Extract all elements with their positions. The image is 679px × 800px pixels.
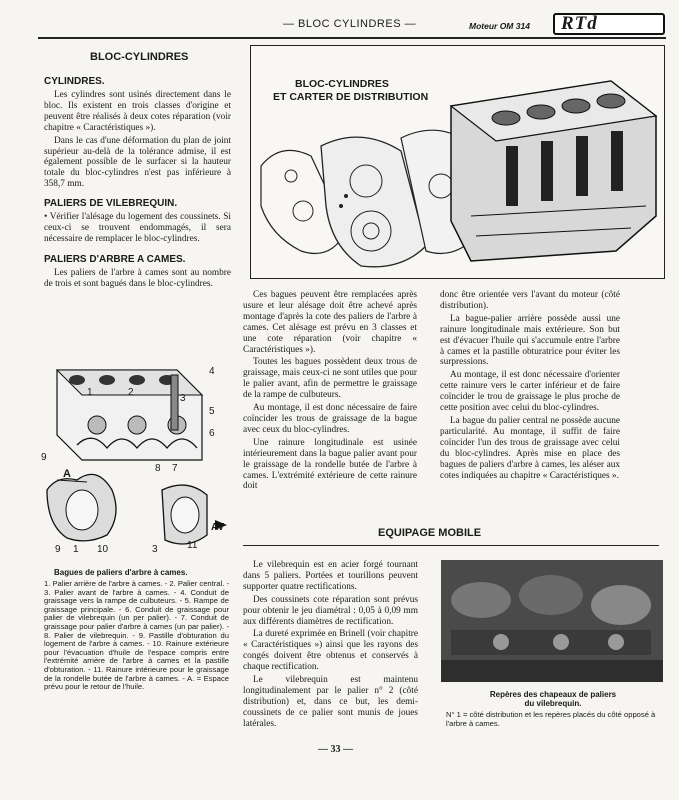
fig2-label-3: 3 [180, 393, 186, 404]
photo-caption-text: N° 1 = côté distribution et les repères placés du côté opposé à l'arbre à cames. [446, 710, 656, 728]
fig2-label-1-bottom: 1 [73, 544, 79, 555]
crankshaft-photo [441, 560, 663, 682]
middle-paragraph-4: Une rainure longitudinale est usinée intérieurement dans la bague palier avant pour le graissage de la rondelle butée de l'arbre à cames. L'extrémité extérieure de cette rainure doit [243, 437, 417, 492]
fig2-label-3-bottom: 3 [152, 544, 158, 555]
header-section: — BLOC CYLINDRES — [283, 18, 417, 30]
header-moteur: Moteur OM 314 [469, 21, 530, 31]
camshaft-bearing-illustration [37, 360, 232, 560]
figure-bloc-cylindres [250, 45, 665, 279]
cylindres-heading: CYLINDRES. [44, 76, 105, 87]
fig2-label-5: 5 [209, 406, 215, 417]
paliers-vilebrequin-paragraph: • Vérifier l'alésage du logement des coussinets. Si ceux-ci se trouvent endommagés, il sera nécessaire de remplacer le bloc-cylindres. [44, 212, 231, 244]
brand-logo [553, 13, 665, 35]
middle-paragraph-2: Toutes les bagues possèdent deux trous de graissage, mais ceux-ci ne sont utiles que pour le palier avant, afin de permettre le graissage de la rampe de culbuteurs. [243, 357, 417, 401]
equipage-rule [243, 545, 659, 546]
cylindres-paragraph-2: Dans le cas d'une déformation du plan de joint supérieur au-delà de la tolérance admise, il est également possible de le surfacer si la hauteur totale du bloc-cylindres n'est pas inférieure à 358,7 mm. [44, 135, 231, 190]
middle-paragraph-1: Ces bagues peuvent être remplacées après usure et leur alésage doit être achevé après montage d'après la cote des paliers de l'arbre à cames. Cet alésage est prévu en 3 classes et une cote réparation (voir chapitre « Caractéristiques »). [243, 290, 417, 355]
fig2-label-9-top: 9 [41, 452, 47, 463]
equipage-paragraph-2: Des coussinets cote réparation sont prévus pour obtenir le jeu diamétral : 0,05 à 0,09 mm aux différents diamètres de rectification. [243, 594, 418, 627]
figure1-title-line1: BLOC-CYLINDRES [295, 78, 389, 90]
paliers-arbre-paragraph: Les paliers de l'arbre à cames sont au nombre de trois et sont bagués dans le bloc-cylindres. [44, 267, 231, 289]
figure2-caption [44, 568, 229, 692]
fig2-label-2: 2 [128, 387, 134, 398]
paliers-arbre-heading: PALIERS D'ARBRE A CAMES. [44, 253, 186, 265]
fig2-label-4: 4 [209, 366, 215, 377]
equipage-paragraph-4: Le vilebrequin est maintenu longitudinalement par le palier n° 2 (côté distribution) et, dans ce but, les demi-coussinets de ce palier sont munis de joues latérales. [243, 675, 418, 729]
right-paragraph-1: donc être orientée vers l'avant du moteur (côté distribution). [440, 290, 620, 311]
figure2-caption-title: Bagues de paliers d'arbre à cames. [54, 568, 188, 577]
page-number: — 33 — [318, 744, 353, 755]
equipage-column [243, 560, 418, 732]
figure-bagues-paliers [37, 360, 232, 560]
paliers-vilebrequin-heading: PALIERS DE VILEBREQUIN. [44, 198, 178, 210]
fig2-label-11: 11 [187, 540, 198, 551]
equipage-paragraph-3: La dureté exprimée en Brinell (voir chapitre « Caractéristiques ») ainsi que les rayons des congés doivent être obtenus et conservés à chaque rectification. [243, 629, 418, 673]
fig2-label-6: 6 [209, 428, 215, 439]
equipage-paragraph-1: Le vilebrequin est en acier forgé tournant dans 5 paliers. Portées et tourillons peuvent supporter quatre rectifications. [243, 560, 418, 592]
fig2-label-10: 10 [97, 544, 109, 555]
fig2-label-1: 1 [87, 387, 93, 398]
brand-logo-text: RTd [561, 13, 598, 34]
fig2-arrow-av: AV [211, 522, 225, 533]
middle-column [243, 290, 417, 494]
photo-caption-title-2: du vilebrequin. [524, 699, 582, 708]
right-paragraph-3: Au montage, il est donc nécessaire d'orienter cette rainure vers le carter inférieur et de faire coïncider le trou de graissage le plus proche de cette position avec celui du bloc-cylindres. [440, 370, 620, 414]
figure2-caption-text: 1. Palier arrière de l'arbre à cames. - 2. Palier central. - 3. Palier avant de l'arbre à cames. - 4. Conduit de graissage vers la rampe de culbuteurs. - 5. Rampe de graissage principale. - 6. Conduit de graissage pour palier de vilebrequin (un per palier). - 7. Conduit de graissage pour palier d'arbre à cames (un par palier). - 8. Palier de vilebrequin. - 9. Pastille d'obturation du logement de l'arbre à cames. - 10. Rainure extérieure pour l'évacuation d'huile de l'espace compris entre l'extrémité arrière de l'arbre à cames et la pastille d'obturation. - 11. Rainure intérieure pour le graissage de la rondelle butée de l'arbre à cames. - A. = Espace prévu pour le retour de l'huile. [44, 579, 229, 692]
photo-caption-title-1: Repères des chapeaux de paliers [489, 690, 617, 699]
left-title: BLOC-CYLINDRES [90, 51, 189, 63]
figure1-title-line2: ET CARTER DE DISTRIBUTION [273, 91, 429, 103]
right-paragraph-4: La bague du palier central ne possède aucune particularité. Au montage, il suffit de faire coïncider l'un des trous de graissage avec celui du bloc-cylindres. Après mise en place des bagues de paliers d'arbre à cames, les aléser aux cotes indiquées au chapitre « Caractéristiques ». [440, 415, 620, 481]
photo-caption [446, 690, 660, 728]
middle-paragraph-3: Au montage, il est donc nécessaire de faire coïncider les trous de graissage de la bague avec ceux du bloc-cylindres. [243, 403, 417, 435]
left-column [44, 76, 231, 292]
engine-block-illustration [251, 46, 664, 278]
fig2-label-8: 8 [155, 463, 161, 474]
right-paragraph-2: La bague-palier arrière possède aussi une rainure longitudinale mais extérieure. Son but est d'évacuer l'huile qui s'accumule entre l'arbre à cames et la pastille obturatrice pour éviter les surpressions. [440, 313, 620, 368]
fig2-arrow-a: A [63, 468, 71, 480]
fig2-label-7: 7 [172, 463, 178, 474]
header-rule [38, 37, 666, 39]
crankshaft-photo-image [441, 560, 663, 682]
right-column [440, 290, 620, 483]
fig2-label-9-bottom: 9 [55, 544, 61, 555]
cylindres-paragraph-1: Les cylindres sont usinés directement dans le bloc. Ils existent en trois classes d'origine et peuvent être réalisés à deux cotes réparation (voir chapitre « Caractéristiques »). [44, 90, 231, 133]
equipage-heading: EQUIPAGE MOBILE [378, 527, 482, 539]
